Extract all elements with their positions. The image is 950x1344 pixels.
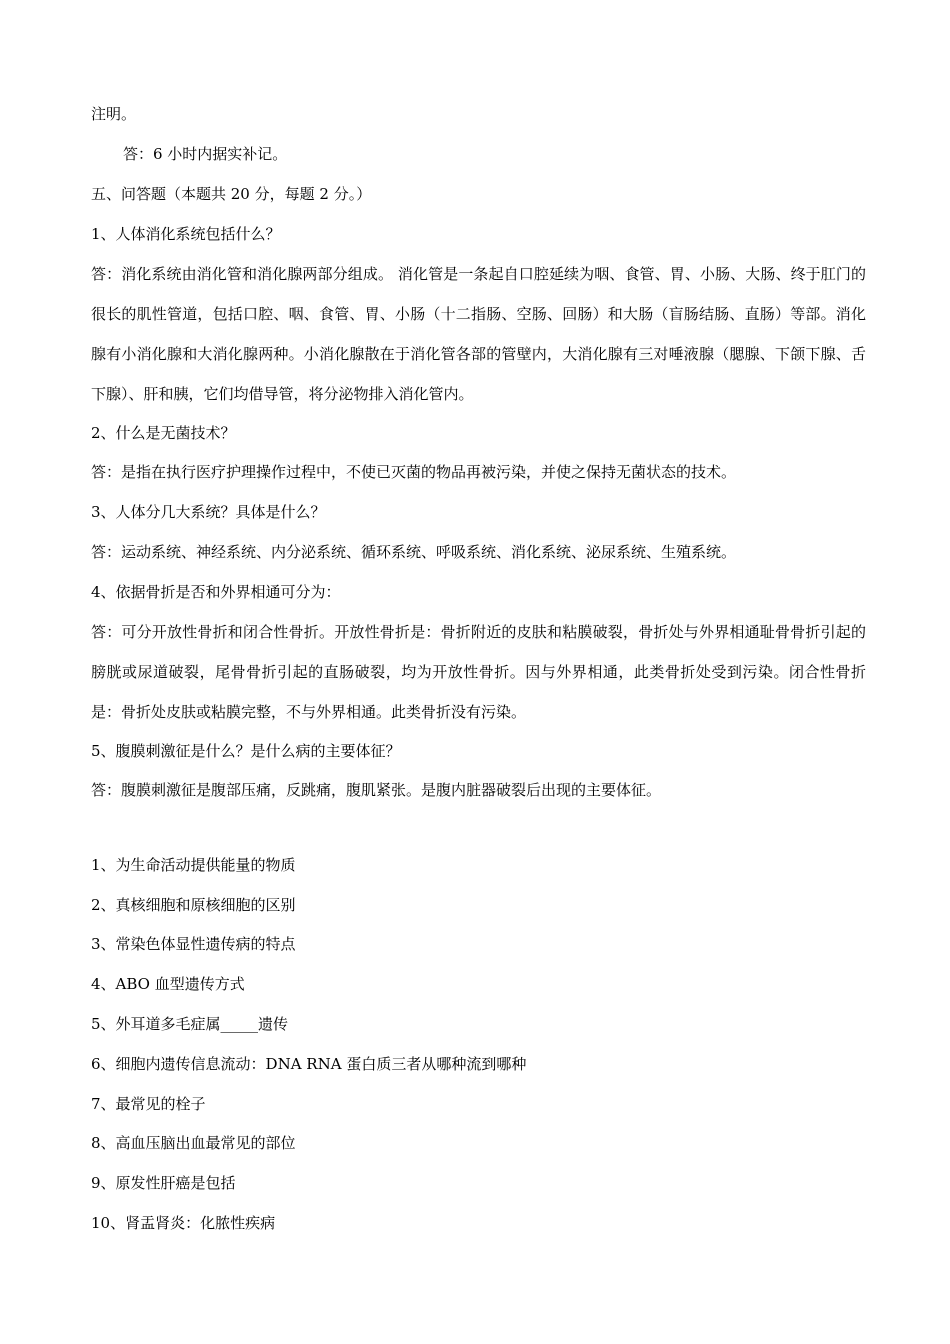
answer-note-text: 答：6 小时内据实补记。 — [123, 145, 288, 163]
list-item-2: 2、真核细胞和原核细胞的区别 — [91, 896, 296, 914]
list-item-5: 5、外耳道多毛症属_____遗传 — [91, 1015, 289, 1033]
list-item-7: 7、最常见的栓子 — [91, 1095, 206, 1113]
list-item-4: 4、ABO 血型遗传方式 — [91, 975, 245, 993]
list-item-10: 10、肾盂肾炎：化脓性疾病 — [91, 1214, 276, 1232]
list-item-8: 8、高血压脑出血最常见的部位 — [91, 1134, 296, 1152]
answer-3: 答：运动系统、神经系统、内分泌系统、循环系统、呼吸系统、消化系统、泌尿系统、生殖系统。 — [91, 543, 737, 561]
question-3: 3、人体分几大系统？具体是什么？ — [91, 503, 326, 521]
note-end-text: 注明。 — [91, 105, 137, 123]
list-item-1: 1、为生命活动提供能量的物质 — [91, 856, 296, 874]
question-4: 4、依据骨折是否和外界相通可分为： — [91, 583, 341, 601]
question-2: 2、什么是无菌技术？ — [91, 424, 236, 442]
list-item-3: 3、常染色体显性遗传病的特点 — [91, 935, 296, 953]
answer-1: 答：消化系统由消化管和消化腺两部分组成。 消化管是一条起自口腔延续为咽、食管、胃、小肠、大肠、终于肛门的很长的肌性管道，包括口腔、咽、食管、胃、小肠（十二指肠、空肠、回肠）和大肠（盲肠结肠、直肠）等部。消化腺有小消化腺和大消化腺两种。小消化腺散在于消化管各部的管壁内，大消化腺有三对唾液腺（腮腺、下颌下腺、舌下腺）、肝和胰，它们均借导管，将分泌物排入消化管内。 — [91, 265, 866, 403]
section-title: 五、问答题（本题共 20 分，每题 2 分。） — [91, 185, 372, 203]
question-1: 1、人体消化系统包括什么？ — [91, 225, 281, 243]
question-5: 5、腹膜刺激征是什么？是什么病的主要体征？ — [91, 742, 401, 760]
answer-5: 答：腹膜刺激征是腹部压痛，反跳痛，腹肌紧张。是腹内脏器破裂后出现的主要体征。 — [91, 781, 662, 799]
answer-4: 答：可分开放性骨折和闭合性骨折。开放性骨折是：骨折附近的皮肤和粘膜破裂，骨折处与外界相通耻骨骨折引起的膀胱或尿道破裂，尾骨骨折引起的直肠破裂，均为开放性骨折。因与外界相通，此类骨折处受到污染。闭合性骨折是：骨折处皮肤或粘膜完整，不与外界相通。此类骨折没有污染。 — [91, 623, 866, 721]
list-item-6: 6、细胞内遗传信息流动：DNA RNA 蛋白质三者从哪种流到哪种 — [91, 1055, 527, 1073]
answer-2: 答：是指在执行医疗护理操作过程中，不使已灭菌的物品再被污染，并使之保持无菌状态的技术。 — [91, 463, 737, 481]
list-item-9: 9、原发性肝癌是包括 — [91, 1174, 236, 1192]
